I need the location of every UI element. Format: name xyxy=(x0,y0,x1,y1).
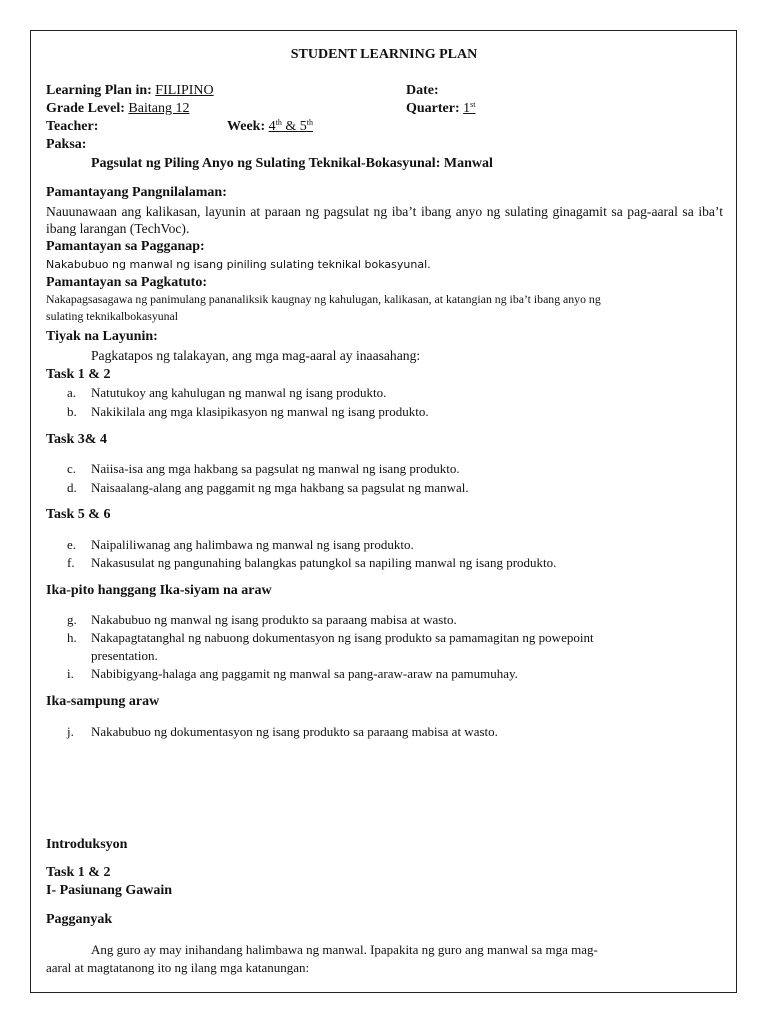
list-item: g. Nakabubuo ng manwal ng isang produkto sa paraang mabisa at wasto. xyxy=(67,612,457,627)
list-item: j. Nakabubuo ng dokumentasyon ng isang produkto sa paraang mabisa at wasto. xyxy=(67,724,498,739)
list-item: a. Natutukoy ang kahulugan ng manwal ng isang produkto. xyxy=(67,385,387,400)
pagkatuto-label: Pamantayan sa Pagkatuto: xyxy=(46,275,208,290)
pagganyak-label: Pagganyak xyxy=(46,912,113,927)
pangnilalaman-label: Pamantayang Pangnilalaman: xyxy=(46,185,227,200)
date-label: Date: xyxy=(406,83,439,98)
layunin-intro: Pagkatapos ng talakayan, ang mga mag-aaral ay inaasahang: xyxy=(91,348,421,363)
task-3-4-label: Task 3& 4 xyxy=(46,432,107,447)
pagganap-label: Pamantayan sa Pagganap: xyxy=(46,239,205,254)
grade-value: Baitang 12 xyxy=(128,101,190,116)
document-title: STUDENT LEARNING PLAN xyxy=(290,47,478,62)
list-item: d. Naisaalang-alang ang paggamit ng mga hakbang sa pagsulat ng manwal. xyxy=(67,480,469,495)
paksa-label: Paksa: xyxy=(46,137,87,152)
paksa-value: Pagsulat ng Piling Anyo ng Sulating Teknikal-Bokasyunal: Manwal xyxy=(91,156,493,171)
ika-pito-label: Ika-pito hanggang Ika-siyam na araw xyxy=(46,583,272,598)
pangnilalaman-text: Nauunawaan ang kalikasan, layunin at paraan ng pagsulat ng iba’t ibang anyo ng sulating ginagamit sa pag-aaral sa iba’t ibang larangan (TechVoc). xyxy=(46,204,723,236)
pagkatuto-text-line2: sulating teknikalbokasyunal xyxy=(46,309,179,323)
pagganap-text: Nakabubuo ng manwal ng isang piniling sulating teknikal bokasyunal. xyxy=(46,258,431,271)
pagkatuto-text-line1: Nakapagsasagawa ng panimulang pananaliksik kaugnay ng kahulugan, kalikasan, at katangian ng iba’t ibang anyo ng xyxy=(46,292,601,306)
grade-level-field: Grade Level: Baitang 12 xyxy=(46,101,190,116)
intro-task-label: Task 1 & 2 xyxy=(46,865,111,880)
list-item: f. Nakasusulat ng pangunahing balangkas patungkol sa napiling manwal ng isang produkto. xyxy=(67,555,557,570)
layunin-label: Tiyak na Layunin: xyxy=(46,329,158,344)
task-5-6-label: Task 5 & 6 xyxy=(46,507,111,522)
list-item: b. Nakikilala ang mga klasipikasyon ng manwal ng isang produkto. xyxy=(67,404,429,419)
task-1-2-label: Task 1 & 2 xyxy=(46,367,111,382)
quarter-value: 1st xyxy=(463,100,476,116)
list-item: c. Naiisa-isa ang mga hakbang sa pagsulat ng manwal ng isang produkto. xyxy=(67,461,460,476)
pagganyak-paragraph-line1: Ang guro ay may inihandang halimbawa ng manwal. Ipapakita ng guro ang manwal sa mga mag- xyxy=(91,942,598,957)
list-item: e. Naipaliliwanag ang halimbawa ng manwal ng isang produkto. xyxy=(67,537,414,552)
teacher-label: Teacher: xyxy=(46,119,99,134)
list-item-continuation: presentation. xyxy=(91,648,158,663)
introduksyon-heading: Introduksyon xyxy=(46,837,128,852)
quarter-field: Quarter: 1st xyxy=(406,100,476,116)
list-item: h. Nakapagtatanghal ng nabuong dokumentasyon ng isang produkto sa pamamagitan ng powepoint xyxy=(67,630,594,645)
subject-value: FILIPINO xyxy=(155,83,214,98)
week-field: Week: 4th & 5th xyxy=(227,118,313,134)
ika-sampung-label: Ika-sampung araw xyxy=(46,694,160,709)
list-item: i. Nabibigyang-halaga ang paggamit ng manwal sa pang-araw-araw na pamumuhay. xyxy=(67,666,518,681)
pasiunang-gawain-label: I- Pasiunang Gawain xyxy=(46,883,173,898)
learning-plan-field: Learning Plan in: FILIPINO xyxy=(46,83,214,98)
week-value: 4th & 5th xyxy=(268,118,313,134)
page-border xyxy=(30,30,737,993)
pagganyak-paragraph-line2: aaral at magtatanong ito ng ilang mga katanungan: xyxy=(46,960,310,975)
